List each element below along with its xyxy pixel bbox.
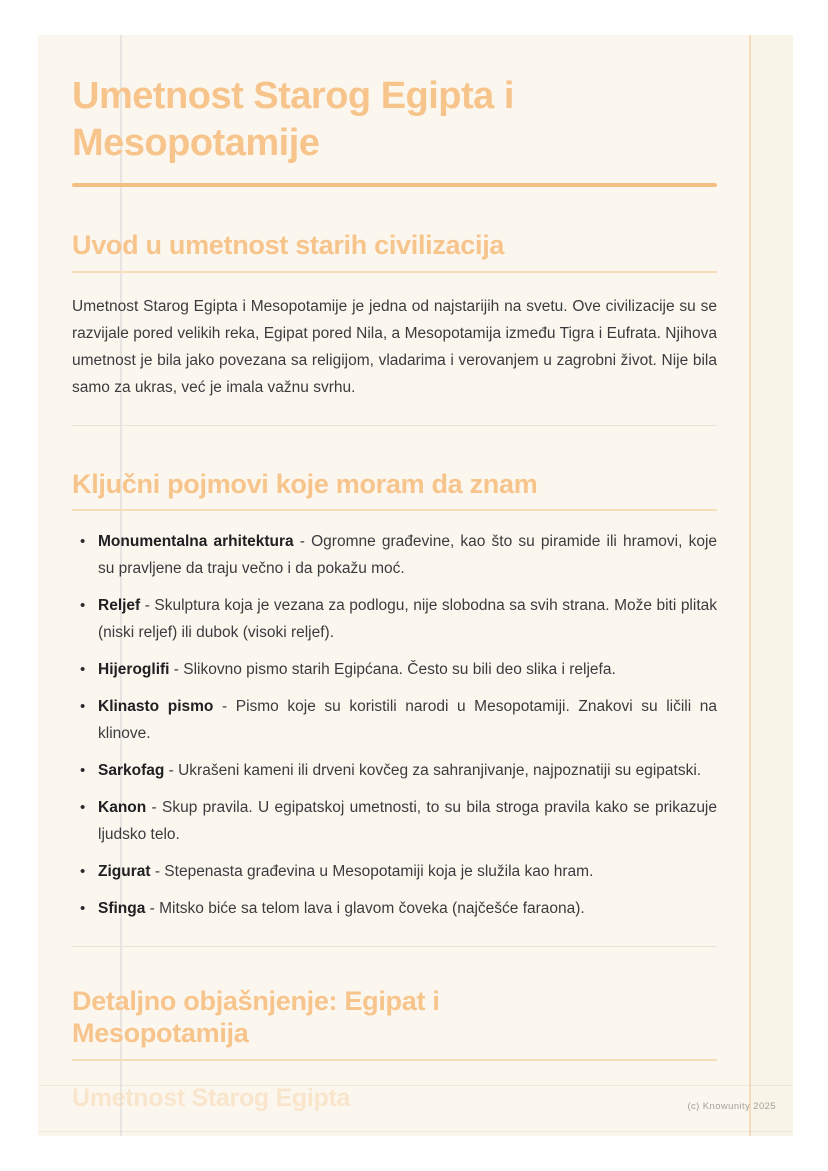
term-definition: - Skulptura koja je vezana za podlogu, nije slobodna sa svih strana. Može biti plitak (niski reljef) ili dubok (visoki reljef).: [98, 597, 717, 641]
term-definition: - Ukrašeni kameni ili drveni kovčeg za sahranjivanje, najpoznatiji su egipatski.: [164, 762, 702, 779]
document-content: [38, 35, 793, 1113]
term-name: Sfinga: [98, 900, 146, 917]
section-divider: [72, 425, 717, 426]
document-page: [38, 35, 793, 1136]
term-definition: - Mitsko biće sa telom lava i glavom čoveka (najčešće faraona).: [145, 900, 585, 917]
terms-list: [72, 528, 717, 922]
bullet-icon: •: [80, 661, 86, 678]
section-detailed: [72, 985, 717, 1113]
term-list-item: [80, 794, 717, 848]
term-definition: - Pismo koje su koristili narodi u Mesopotamiji. Znakovi su ličili na klinove.: [98, 698, 717, 742]
term-list-item: [80, 858, 717, 885]
section-underline: [72, 271, 717, 273]
term-definition: - Stepenasta građevina u Mesopotamiji koja je služila kao hram.: [150, 863, 594, 880]
term-list-item: [80, 757, 717, 784]
intro-paragraph: Umetnost Starog Egipta i Mesopotamije je jedna od najstarijih na svetu. Ove civilizacije su se razvijale pored velikih reka, Egipat pored Nila, a Mesopotamija između Tigra i Eufrata. Njihova umetnost je bila jako povezana sa religijom, vladarima i verovanjem u zagrobni život. Nije bila samo za ukras, već je imala važnu svrhu.: [72, 297, 717, 396]
footer-credit: (c) Knowunity 2025: [687, 1101, 776, 1112]
section-heading-intro: Uvod u umetnost starih civilizacija: [72, 230, 505, 261]
title-underline: [72, 183, 717, 187]
term-name: Monumentalna arhitektura: [98, 533, 294, 550]
term-name: Reljef: [98, 597, 141, 614]
bullet-icon: •: [80, 900, 86, 917]
term-name: Kanon: [98, 799, 147, 816]
bullet-icon: •: [80, 698, 86, 715]
term-name: Hijeroglifi: [98, 661, 170, 678]
page-title: Umetnost Starog Egipta i Mesopotamije: [72, 75, 514, 165]
bullet-icon: •: [80, 799, 86, 816]
term-definition: - Slikovno pismo starih Egipćana. Često su bili deo slika i reljefa.: [169, 661, 616, 678]
section-key-terms: [72, 468, 717, 922]
term-definition: - Skup pravila. U egipatskoj umetnosti, to su bila stroga pravila kako se prikazuje ljudsko telo.: [98, 799, 717, 843]
section-heading-key-terms: Ključni pojmovi koje moram da znam: [72, 468, 538, 499]
bullet-icon: •: [80, 533, 86, 550]
term-list-item: [80, 656, 717, 683]
subsection-heading-egypt: Umetnost Starog Egipta: [72, 1083, 351, 1112]
paper-ruled-line: [38, 1131, 793, 1132]
term-list-item: [80, 528, 718, 582]
bullet-icon: •: [80, 863, 86, 880]
bullet-icon: •: [80, 762, 86, 779]
term-name: Zigurat: [98, 863, 151, 880]
term-name: Sarkofag: [98, 762, 165, 779]
term-definition: - Ogromne građevine, kao što su piramide ili hramovi, koje su pravljene da traju večno i da pokažu moć.: [98, 533, 718, 577]
term-list-item: [80, 895, 717, 922]
section-underline: [72, 509, 717, 511]
term-name: Klinasto pismo: [98, 698, 214, 715]
section-underline: [72, 1059, 717, 1061]
bullet-icon: •: [80, 597, 86, 614]
term-list-item: [80, 693, 717, 747]
section-divider: [72, 946, 717, 947]
section-heading-detailed: Detaljno objašnjenje: Egipat i Mesopotamija: [72, 986, 440, 1049]
term-list-item: [80, 592, 717, 646]
section-intro: [72, 229, 717, 400]
